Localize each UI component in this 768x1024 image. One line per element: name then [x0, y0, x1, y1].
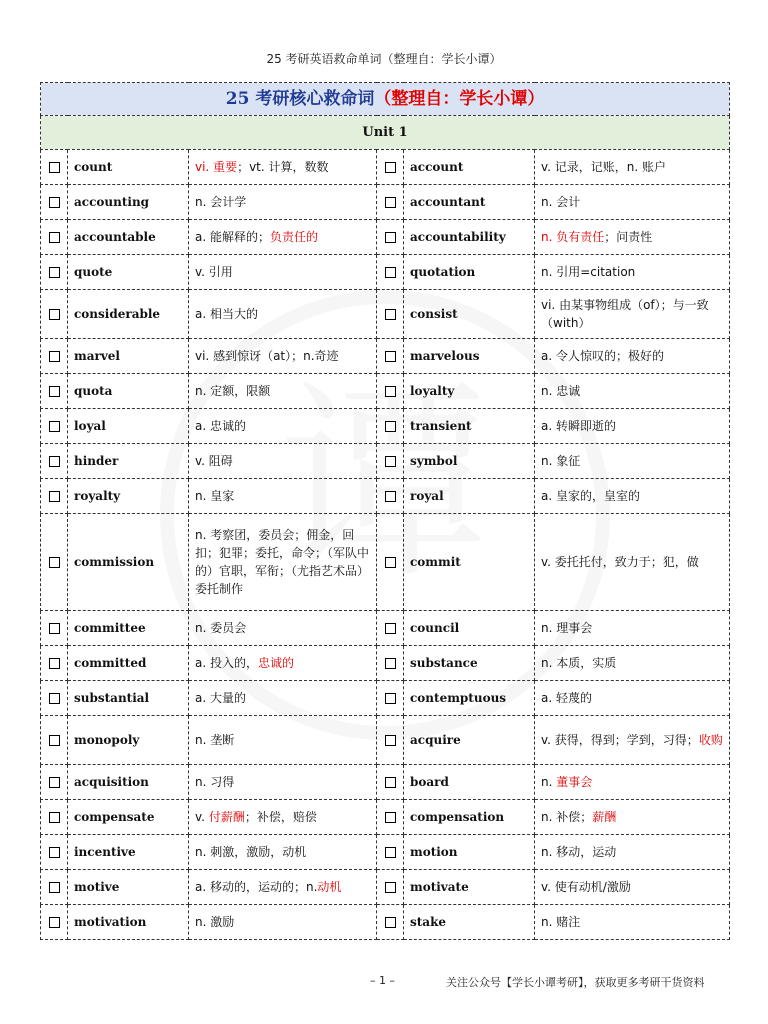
checkbox-icon[interactable]: [385, 421, 396, 432]
definition-text: a. 令人惊叹的；极好的: [541, 349, 664, 363]
word-cell: royal: [404, 479, 535, 514]
footer-note: 关注公众号【学长小谭考研】，获取更多考研干货资料: [446, 976, 705, 989]
definition-text: v.: [195, 810, 209, 824]
word-cell: commit: [404, 514, 535, 611]
definition-cell: [189, 870, 377, 905]
table-row: [41, 290, 730, 339]
checkbox-cell: [377, 255, 404, 290]
checkbox-icon[interactable]: [385, 623, 396, 634]
definition-text: n. 移动，运动: [541, 845, 617, 859]
checkbox-cell: [377, 611, 404, 646]
checkbox-icon[interactable]: [385, 267, 396, 278]
word-cell: marvel: [68, 339, 189, 374]
definition-cell: [189, 681, 377, 716]
word-cell: contemptuous: [404, 681, 535, 716]
checkbox-icon[interactable]: [49, 421, 60, 432]
checkbox-icon[interactable]: [385, 812, 396, 823]
page-number: – 1 –: [370, 974, 395, 987]
definition-highlight: vi. 重要: [195, 160, 238, 174]
definition-highlight: 董事会: [556, 775, 593, 789]
definition-cell: [535, 870, 730, 905]
word-cell: accountant: [404, 185, 535, 220]
definition-cell: [189, 339, 377, 374]
word-cell: compensate: [68, 800, 189, 835]
checkbox-cell: [377, 716, 404, 765]
checkbox-icon[interactable]: [385, 847, 396, 858]
definition-text: n. 忠诚: [541, 384, 581, 398]
checkbox-cell: [377, 150, 404, 185]
definition-text: v. 使有动机/激励: [541, 880, 631, 894]
word-cell: accounting: [68, 185, 189, 220]
table-row: [41, 150, 730, 185]
definition-cell: [535, 150, 730, 185]
checkbox-cell: [41, 514, 68, 611]
definition-cell: [535, 339, 730, 374]
checkbox-icon[interactable]: [49, 351, 60, 362]
word-cell: symbol: [404, 444, 535, 479]
definition-cell: [535, 409, 730, 444]
unit-label: Unit 1: [41, 116, 730, 150]
table-title-highlight: （整理自：学长小谭）: [374, 89, 545, 109]
definition-cell: [189, 290, 377, 339]
word-cell: committee: [68, 611, 189, 646]
checkbox-cell: [377, 409, 404, 444]
checkbox-cell: [41, 150, 68, 185]
word-cell: loyalty: [404, 374, 535, 409]
checkbox-icon[interactable]: [385, 162, 396, 173]
definition-text: a. 能解释的；: [195, 230, 270, 244]
unit-row: [41, 116, 730, 150]
definition-cell: [535, 905, 730, 940]
table-row: [41, 870, 730, 905]
definition-highlight: n. 负有责任: [541, 230, 605, 244]
checkbox-icon[interactable]: [385, 557, 396, 568]
table-row: [41, 409, 730, 444]
table-row: [41, 374, 730, 409]
definition-text: n. 理事会: [541, 621, 593, 635]
checkbox-icon[interactable]: [385, 386, 396, 397]
checkbox-icon[interactable]: [49, 623, 60, 634]
table-row: [41, 220, 730, 255]
table-title: [41, 83, 730, 116]
checkbox-cell: [377, 870, 404, 905]
definition-highlight: 负责任的: [269, 230, 318, 244]
checkbox-cell: [377, 444, 404, 479]
word-cell: royalty: [68, 479, 189, 514]
table-title-text: 25 考研核心救命词: [225, 89, 375, 109]
definition-text: v. 委托托付，致力于；犯，做: [541, 555, 699, 569]
word-cell: motivation: [68, 905, 189, 940]
definition-cell: [535, 444, 730, 479]
definition-text: n. 激励: [195, 915, 235, 929]
word-cell: substantial: [68, 681, 189, 716]
definition-text: a. 移动的，运动的；n.: [195, 880, 318, 894]
definition-cell: [189, 716, 377, 765]
definition-text: n. 考察团，委员会；佣金，回扣；犯罪；委托，命令；（军队中的）官职，军衔；（尤指艺术品）委托制作: [195, 528, 370, 596]
definition-cell: [535, 374, 730, 409]
definition-text: a. 转瞬即逝的: [541, 419, 616, 433]
table-row: [41, 835, 730, 870]
definition-text: n. 垄断: [195, 733, 235, 747]
checkbox-cell: [41, 185, 68, 220]
checkbox-icon[interactable]: [385, 456, 396, 467]
checkbox-icon[interactable]: [49, 917, 60, 928]
definition-cell: [535, 835, 730, 870]
word-cell: motion: [404, 835, 535, 870]
checkbox-cell: [41, 800, 68, 835]
definition-cell: [189, 255, 377, 290]
table-row: [41, 800, 730, 835]
checkbox-icon[interactable]: [49, 386, 60, 397]
checkbox-cell: [41, 290, 68, 339]
definition-text: v. 获得，得到；学到，习得；: [541, 733, 699, 747]
checkbox-cell: [41, 611, 68, 646]
word-cell: stake: [404, 905, 535, 940]
checkbox-cell: [41, 716, 68, 765]
word-cell: council: [404, 611, 535, 646]
table-row: [41, 611, 730, 646]
checkbox-cell: [41, 835, 68, 870]
table-row: [41, 339, 730, 374]
checkbox-cell: [377, 514, 404, 611]
definition-text: ；vt. 计算，数数: [237, 160, 329, 174]
definition-cell: [189, 479, 377, 514]
table-row: [41, 444, 730, 479]
definition-text: v. 阻碍: [195, 454, 233, 468]
definition-text: a. 忠诚的: [195, 419, 246, 433]
definition-cell: [535, 220, 730, 255]
definition-cell: [535, 800, 730, 835]
definition-cell: [535, 479, 730, 514]
word-cell: marvelous: [404, 339, 535, 374]
definition-highlight: 动机: [317, 880, 342, 894]
word-cell: hinder: [68, 444, 189, 479]
checkbox-icon[interactable]: [385, 309, 396, 320]
word-cell: transient: [404, 409, 535, 444]
definition-cell: [189, 220, 377, 255]
definition-text: a. 轻蔑的: [541, 691, 592, 705]
definition-text: n. 会计: [541, 195, 581, 209]
table-row: [41, 185, 730, 220]
definition-highlight: 付薪酬: [208, 810, 245, 824]
checkbox-icon[interactable]: [49, 693, 60, 704]
vocabulary-table: [40, 82, 730, 940]
definition-cell: [535, 611, 730, 646]
checkbox-icon[interactable]: [49, 812, 60, 823]
definition-cell: [189, 150, 377, 185]
checkbox-icon[interactable]: [385, 658, 396, 669]
definition-cell: [189, 800, 377, 835]
definition-cell: [189, 765, 377, 800]
definition-cell: [535, 514, 730, 611]
definition-text: n.: [541, 775, 557, 789]
table-row: [41, 765, 730, 800]
checkbox-cell: [41, 374, 68, 409]
definition-text: ；问责性: [604, 230, 653, 244]
page-header: 25 考研英语救命单词（整理自：学长小谭）: [266, 52, 502, 66]
definition-cell: [189, 611, 377, 646]
checkbox-cell: [377, 185, 404, 220]
checkbox-cell: [41, 905, 68, 940]
checkbox-icon[interactable]: [385, 693, 396, 704]
definition-text: v. 引用: [195, 265, 233, 279]
checkbox-cell: [41, 479, 68, 514]
word-cell: incentive: [68, 835, 189, 870]
definition-text: n. 本质，实质: [541, 656, 617, 670]
checkbox-icon[interactable]: [385, 882, 396, 893]
checkbox-cell: [377, 339, 404, 374]
definition-text: n. 习得: [195, 775, 235, 789]
definition-text: a. 大量的: [195, 691, 246, 705]
checkbox-cell: [377, 374, 404, 409]
checkbox-icon[interactable]: [49, 735, 60, 746]
word-cell: acquisition: [68, 765, 189, 800]
definition-cell: [535, 185, 730, 220]
word-cell: quotation: [404, 255, 535, 290]
word-cell: consist: [404, 290, 535, 339]
definition-text: n. 补偿；: [541, 810, 593, 824]
checkbox-cell: [377, 220, 404, 255]
checkbox-icon[interactable]: [385, 197, 396, 208]
definition-text: n. 定额，限额: [195, 384, 271, 398]
word-cell: committed: [68, 646, 189, 681]
checkbox-icon[interactable]: [49, 267, 60, 278]
word-cell: motive: [68, 870, 189, 905]
definition-cell: [189, 374, 377, 409]
page-footer: [0, 974, 768, 990]
checkbox-icon[interactable]: [49, 777, 60, 788]
checkbox-icon[interactable]: [49, 847, 60, 858]
checkbox-cell: [41, 765, 68, 800]
checkbox-icon[interactable]: [385, 351, 396, 362]
checkbox-icon[interactable]: [49, 197, 60, 208]
checkbox-cell: [377, 800, 404, 835]
checkbox-cell: [377, 479, 404, 514]
definition-text: vi. 感到惊讶（at）；n.奇迹: [195, 349, 339, 363]
checkbox-icon[interactable]: [49, 232, 60, 243]
checkbox-cell: [377, 681, 404, 716]
word-cell: considerable: [68, 290, 189, 339]
table-row: [41, 479, 730, 514]
definition-text: n. 引用=citation: [541, 265, 636, 279]
checkbox-cell: [41, 646, 68, 681]
checkbox-cell: [41, 681, 68, 716]
definition-text: vi. 由某事物组成（of）；与一致（with）: [541, 298, 709, 330]
definition-cell: [189, 444, 377, 479]
definition-cell: [535, 765, 730, 800]
definition-cell: [189, 514, 377, 611]
checkbox-icon[interactable]: [385, 491, 396, 502]
definition-highlight: 收购: [698, 733, 723, 747]
checkbox-cell: [377, 765, 404, 800]
definition-cell: [535, 716, 730, 765]
checkbox-icon[interactable]: [49, 162, 60, 173]
word-cell: acquire: [404, 716, 535, 765]
definition-text: a. 皇家的，皇室的: [541, 489, 640, 503]
word-cell: accountable: [68, 220, 189, 255]
word-cell: quota: [68, 374, 189, 409]
definition-cell: [189, 905, 377, 940]
checkbox-icon[interactable]: [49, 882, 60, 893]
definition-text: v. 记录，记账，n. 账户: [541, 160, 667, 174]
word-cell: accountability: [404, 220, 535, 255]
definition-text: n. 赌注: [541, 915, 581, 929]
definition-text: n. 会计学: [195, 195, 247, 209]
word-cell: account: [404, 150, 535, 185]
checkbox-cell: [41, 220, 68, 255]
checkbox-icon[interactable]: [49, 456, 60, 467]
checkbox-cell: [41, 870, 68, 905]
definition-highlight: 忠诚的: [257, 656, 294, 670]
definition-text: a. 相当大的: [195, 307, 258, 321]
checkbox-icon[interactable]: [385, 735, 396, 746]
checkbox-icon[interactable]: [385, 917, 396, 928]
word-cell: commission: [68, 514, 189, 611]
table-title-row: [41, 83, 730, 116]
definition-text: a. 投入的，: [195, 656, 258, 670]
word-cell: quote: [68, 255, 189, 290]
definition-text: ；补偿，赔偿: [244, 810, 317, 824]
definition-text: n. 皇家: [195, 489, 235, 503]
word-cell: motivate: [404, 870, 535, 905]
table-row: [41, 716, 730, 765]
definition-cell: [535, 646, 730, 681]
definition-cell: [189, 646, 377, 681]
table-row: [41, 905, 730, 940]
definition-highlight: 薪酬: [592, 810, 617, 824]
table-row: [41, 681, 730, 716]
checkbox-cell: [377, 835, 404, 870]
definition-text: n. 委员会: [195, 621, 247, 635]
definition-cell: [189, 409, 377, 444]
checkbox-cell: [41, 255, 68, 290]
checkbox-cell: [41, 339, 68, 374]
checkbox-cell: [377, 290, 404, 339]
checkbox-icon[interactable]: [385, 232, 396, 243]
checkbox-icon[interactable]: [49, 557, 60, 568]
word-cell: board: [404, 765, 535, 800]
definition-cell: [535, 255, 730, 290]
checkbox-cell: [41, 444, 68, 479]
checkbox-icon[interactable]: [385, 777, 396, 788]
table-row: [41, 646, 730, 681]
word-cell: monopoly: [68, 716, 189, 765]
definition-cell: [535, 681, 730, 716]
definition-cell: [535, 290, 730, 339]
word-cell: count: [68, 150, 189, 185]
checkbox-cell: [41, 409, 68, 444]
checkbox-icon[interactable]: [49, 491, 60, 502]
word-cell: loyal: [68, 409, 189, 444]
checkbox-icon[interactable]: [49, 309, 60, 320]
table-row: [41, 255, 730, 290]
definition-text: n. 象征: [541, 454, 581, 468]
checkbox-cell: [377, 646, 404, 681]
definition-cell: [189, 185, 377, 220]
definition-cell: [189, 835, 377, 870]
checkbox-icon[interactable]: [49, 658, 60, 669]
checkbox-cell: [377, 905, 404, 940]
definition-text: n. 刺激，激励，动机: [195, 845, 307, 859]
table-row: [41, 514, 730, 611]
word-cell: compensation: [404, 800, 535, 835]
word-cell: substance: [404, 646, 535, 681]
